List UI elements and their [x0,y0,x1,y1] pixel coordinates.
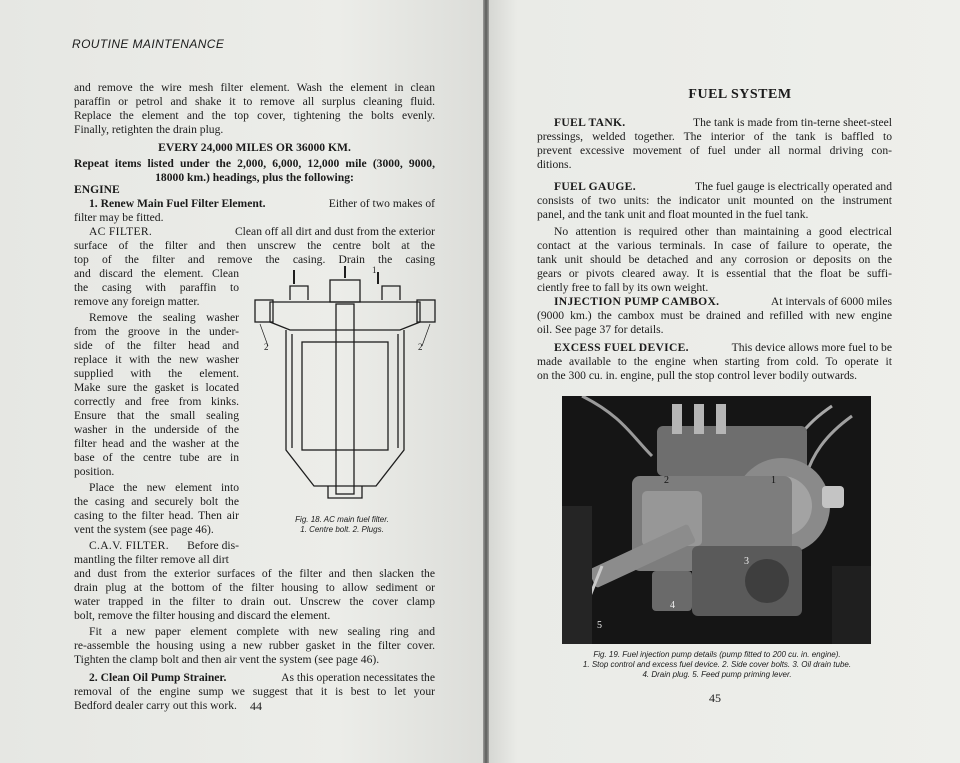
fuel-filter-diagram [250,264,440,514]
paragraph-line: panel, and the tank unit and float mounted in the fuel tank. [537,208,809,221]
caption-line: Fig. 19. Fuel injection pump details (pump fitted to 200 cu. in. engine). [593,650,841,659]
item1-text: Either of two makes of [328,197,435,210]
paragraph-line: Tighten the clamp bolt and then air vent the system (see page 46). [74,653,380,666]
paragraph-line: side of the filter head and [74,339,239,352]
paragraph-line: oil. See page 37 for details. [537,323,664,336]
paragraph-line: surface of the filter and then unscrew the centre bolt at the [74,239,435,252]
ac-filter-label: AC FILTER. [89,225,153,238]
paragraph-line: removal of the engine sump we suggest that it is best to let your [74,685,435,698]
paragraph-line: Replace the element and the top cover, tightening the bolts evenly. [74,109,435,122]
figure-18-caption [262,515,422,535]
excess-fuel-label: EXCESS FUEL DEVICE. [554,341,689,354]
paragraph-line: prevent excessive movement of fuel under all normal driving con- [537,144,892,157]
paragraph-line: vent the system (see page 46). [74,523,214,536]
fuel-tank-text: The tank is made from tin-terne sheet-steel [693,116,892,129]
item2-title: 2. Clean Oil Pump Strainer. [89,671,227,684]
caption-line: 4. Drain plug. 5. Feed pump priming lever. [642,670,792,679]
engine-heading: ENGINE [74,183,120,196]
caption-line: 1. Stop control and excess fuel device. 2. Side cover bolts. 3. Oil drain tube. [582,660,852,669]
cav-filter-text: Before dis- [187,539,239,552]
photo-callout-4: 4 [670,600,675,611]
photo-callout-2: 2 [664,475,669,486]
paragraph-line: (9000 km.) the cambox must be drained and refilled with new engine [537,309,892,322]
photo-callout-5: 5 [597,620,602,631]
paragraph-line: tank unit should be detached and any corrosion or deposits on the [537,253,892,266]
paragraph-line: paraffin or petrol and shake it to remove all surplus cleaning fluid. [74,95,435,108]
paragraph-line: correctly and free from kinks. [74,395,239,408]
paragraph-line: Finally, retighten the drain plug. [74,123,224,136]
fuel-tank-label: FUEL TANK. [554,116,626,129]
fuel-gauge-label: FUEL GAUGE. [554,180,636,193]
right-page [489,0,960,763]
injection-text: At intervals of 6000 miles [770,295,892,308]
callout-2: 2 [264,342,269,352]
paragraph-line: filter head and the washer at the [74,437,239,450]
paragraph-line: No attention is required other than maintaining a good electrical [554,225,892,238]
paragraph-line: on the 300 cu. in. engine, pull the stop control lever bodily outwards. [537,369,858,382]
paragraph-line: mantling the filter remove all dirt [74,553,229,566]
paragraph-line: washer in the underside of the [74,423,239,436]
page-number: 44 [250,699,262,713]
callout-2: 2 [418,342,423,352]
paragraph-line: and dust from the exterior surfaces of the filter and then slacken the [74,567,435,580]
injection-pump-photo [562,396,871,644]
item2-text: As this operation necessitates the [281,671,435,684]
paragraph-line: and discard the element. Clean [74,267,239,280]
paragraph-line: Place the new element into [89,481,239,494]
injection-pump-drawing [562,396,871,644]
paragraph-line: bolt, remove the filter housing and discard the element. [74,609,331,622]
paragraph-line: Remove the sealing washer [89,311,239,324]
callout-1: 1 [372,265,377,275]
paragraph-line: supplied with the element. [74,367,239,380]
item1-title: 1. Renew Main Fuel Filter Element. [89,197,266,210]
paragraph-line: water trapped in the filter to drain out. Unscrew the cover clamp [74,595,435,608]
cav-filter-line [89,539,239,553]
paragraph-line: from the groove in the under- [74,325,239,338]
paragraph-line: contact at the various terminals. In case of failure to operate, the [537,239,892,252]
caption-line: 1. Centre bolt. 2. Plugs. [300,525,384,534]
page-title: FUEL SYSTEM [688,87,792,102]
cav-filter-label: C.A.V. FILTER. [89,539,169,552]
injection-label: INJECTION PUMP CAMBOX. [554,295,720,308]
paragraph-line: the casing with paraffin to [74,281,239,294]
paragraph-line: Bedford dealer carry out this work. [74,699,237,712]
paragraph-line: casing to the filter head. Then air [74,509,239,522]
page-number: 45 [709,691,721,705]
paragraph-line: and remove the wire mesh filter element. Wash the element in clean [74,81,435,94]
photo-callout-3: 3 [744,556,749,567]
paragraph-line: pressings, welded together. The interior of the tank is baffled to [537,130,892,143]
item1-line [89,197,435,211]
paragraph-line: made available to the engine when starting from cold. To operate it [537,355,892,368]
paragraph-line: ciently free to fall by its own weight. [537,281,709,294]
repeat-items-line: Repeat items listed under the 2,000, 6,000, 12,000 mile (3000, 9000, [74,157,435,170]
photo-callout-1: 1 [771,475,776,486]
ac-filter-line [89,225,435,239]
section-heading: EVERY 24,000 MILES OR 36000 KM. [158,141,351,154]
paragraph-line: top of the filter and remove the casing. Drain the casing [74,253,435,266]
excess-fuel-line [554,341,892,355]
paragraph-line: position. [74,465,115,478]
paragraph-line: Ensure that the small sealing [74,409,239,422]
paragraph-line: base of the centre tube are in [74,451,239,464]
fuel-gauge-text: The fuel gauge is electrically operated and [695,180,892,193]
paragraph-line: consists of two units: the indicator unit mounted on the instrument [537,194,892,207]
paragraph-line: gears or pivots cleared away. It is essential that the float be suffi- [537,267,892,280]
paragraph-line: ditions. [537,158,572,171]
paragraph-line: Fit a new paper element complete with new sealing ring and [89,625,435,638]
paragraph-line: drain plug at the bottom of the filter housing to allow sediment or [74,581,435,594]
fuel-gauge-line [554,180,892,194]
figure-19-caption [547,650,887,680]
fuel-tank-line [554,116,892,130]
item2-line [89,671,435,685]
paragraph-line: replace it with the new washer [74,353,239,366]
paragraph-line: re-assemble the housing using a new rubber gasket in the filter cover. [74,639,435,652]
excess-fuel-text: This device allows more fuel to be [731,341,892,354]
paragraph-line: filter may be fitted. [74,211,164,224]
paragraph-line: the casing and securely bolt the [74,495,239,508]
repeat-items-line: 18000 km.) headings, plus the following: [155,171,354,184]
injection-line [554,295,892,309]
paragraph-line: remove any foreign matter. [74,295,200,308]
paragraph-line: Make sure the gasket is located [74,381,239,394]
ac-filter-text: Clean off all dirt and dust from the exterior [234,225,435,238]
caption-line: Fig. 18. AC main fuel filter. [295,515,389,524]
running-header: ROUTINE MAINTENANCE [72,37,225,51]
